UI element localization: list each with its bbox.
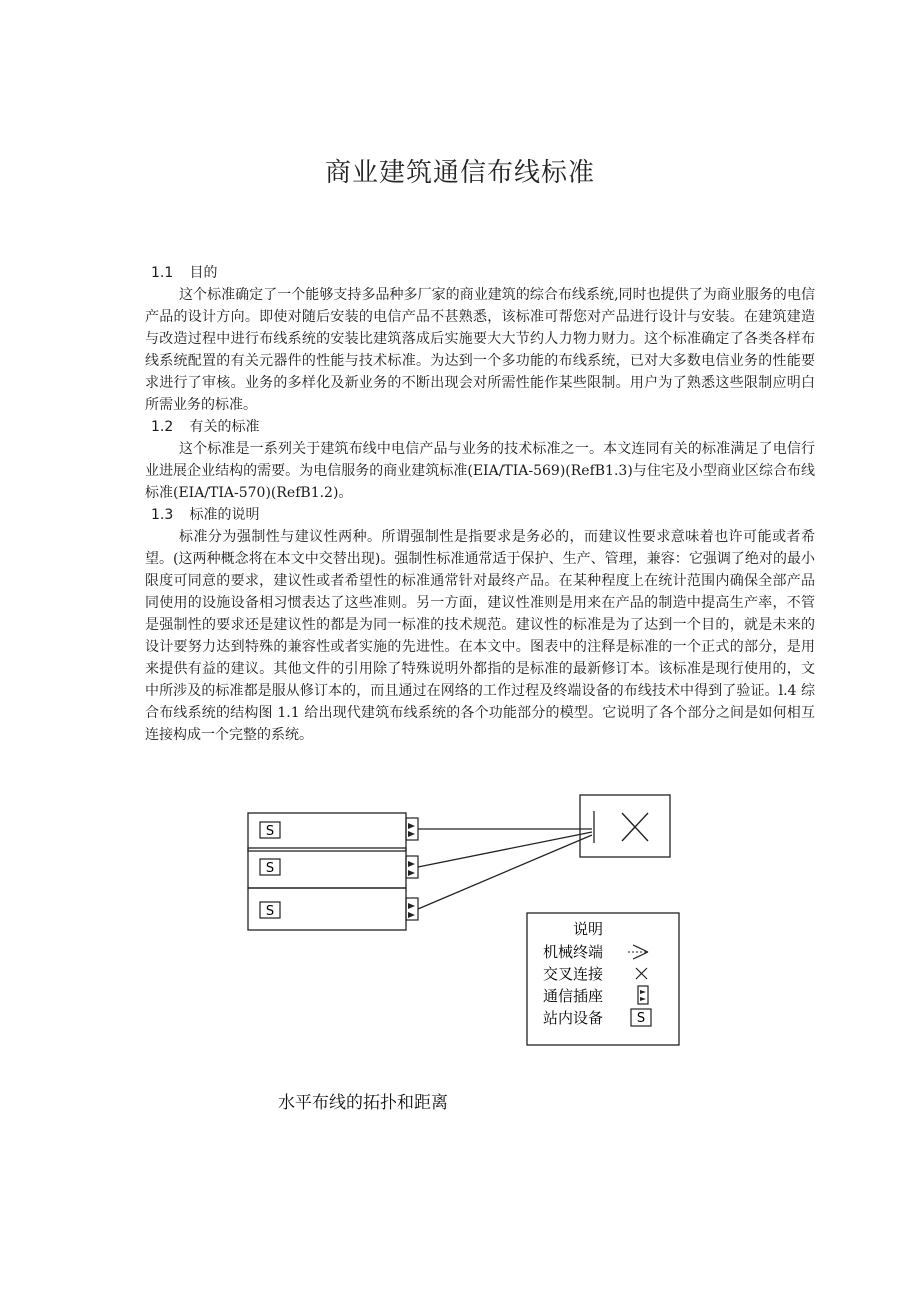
- station-equipment-legend-icon: [631, 1009, 651, 1026]
- section-heading-1-1: [145, 262, 815, 284]
- section-paragraph-1-3: 标准分为强制性与建议性两种。所谓强制性是指要求是务必的，而建议性要求意味着也许可能或者希望。(这两种概念将在本文中交替出现)。强制性标准通常适于保护、生产、管理，兼容：它强调了绝对的最小限度可同意的要求，建议性或者希望性的标准通常针对最终产品。在某种程度上在统计范围内确保全部产品同使用的设施设备相习惯表达了这些准则。另一方面，建议性准则是用来在产品的制造中提高生产率，不管是强制性的要求还是建议性的都是为同一标准的技术规范。建议性的标准是为了达到一个目的，就是未来的设计要努力达到特殊的兼容性或者实施的先进性。在本文中。图表中的注释是标准的一个正式的部分，是用来提供有益的建议。其他文件的引用除了特殊说明外都指的是标准的最新修订本。该标准是现行使用的，文中所涉及的标准都是服从修订本的，而且通过在网络的工作过程及终端设备的布线技术中得到了验证。l.4 综合布线系统的结构图 1.1 给出现代建筑布线系统的各个功能部分的模型。它说明了各个部分之间是如何相互连接构成一个完整的系统。: [145, 529, 815, 743]
- section-paragraph-1-2: 这个标准是一系列关于建筑布线中电信产品与业务的技术标准之一。本文连同有关的标准满足了电信行业进展企业结构的需要。为电信服务的商业建筑标准(EIA∕TIA-569)(RefB1.3)与住宅及小型商业区综合布线标准(EIA∕TIA-570)(RefB1.2)。: [145, 441, 815, 501]
- section-number: 1.2: [151, 419, 174, 435]
- legend-item-cross-connect: 交叉连接: [543, 965, 604, 983]
- legend-item-mechanical-termination: 机械终端: [543, 943, 604, 961]
- horizontal-cable: [418, 835, 592, 909]
- cross-connect-legend-icon: [636, 968, 647, 979]
- telecom-outlet-legend-icon: [638, 986, 648, 1004]
- horizontal-cabling-diagram: [240, 785, 680, 1050]
- page-title: 商业建筑通信布线标准: [324, 158, 595, 188]
- svg-text:S: S: [265, 824, 275, 839]
- legend-item-telecom-outlet: 通信插座: [543, 987, 604, 1005]
- station-equipment-icon: [260, 822, 280, 839]
- legend-item-station-equipment: 站内设备: [543, 1009, 604, 1027]
- svg-text:S: S: [265, 861, 275, 876]
- section-number: 1.1: [151, 265, 174, 281]
- section-number: 1.3: [151, 507, 174, 523]
- mechanical-termination-icon: [628, 945, 648, 959]
- station-equipment-icon: [260, 902, 280, 919]
- telecom-outlet-icon: [406, 818, 418, 840]
- horizontal-cable: [418, 832, 592, 867]
- legend-title: 说明: [572, 920, 604, 938]
- station-equipment-icon: [260, 859, 280, 876]
- cross-connect-icon: [622, 813, 648, 841]
- svg-text:S: S: [636, 1011, 646, 1026]
- section-heading-1-2: [145, 416, 815, 438]
- document-body: [145, 262, 815, 746]
- section-heading-1-3: [145, 504, 815, 526]
- telecom-outlet-icon: [406, 856, 418, 878]
- telecom-outlet-icon: [406, 898, 418, 920]
- svg-text:S: S: [265, 904, 275, 919]
- section-title: 目的: [189, 265, 218, 281]
- figure-caption: 水平布线的拓扑和距离: [278, 1093, 448, 1113]
- section-title: 有关的标准: [189, 419, 260, 435]
- section-paragraph-1-1: 这个标准确定了一个能够支持多品种多厂家的商业建筑的综合布线系统,同时也提供了为商业服务的电信产品的设计方向。即使对随后安装的电信产品不甚熟悉，该标准可帮您对产品进行设计与安装。在建筑建造与改造过程中进行布线系统的安装比建筑落成后实施要大大节约人力物力财力。这个标准确定了各类各样布线系统配置的有关元器件的性能与技术标准。为达到一个多功能的布线系统，已对大多数电信业务的性能要求进行了审核。业务的多样化及新业务的不断出现会对所需性能作某些限制。用户为了熟悉这些限制应明白所需业务的标准。: [145, 287, 815, 413]
- section-title: 标准的说明: [189, 507, 260, 523]
